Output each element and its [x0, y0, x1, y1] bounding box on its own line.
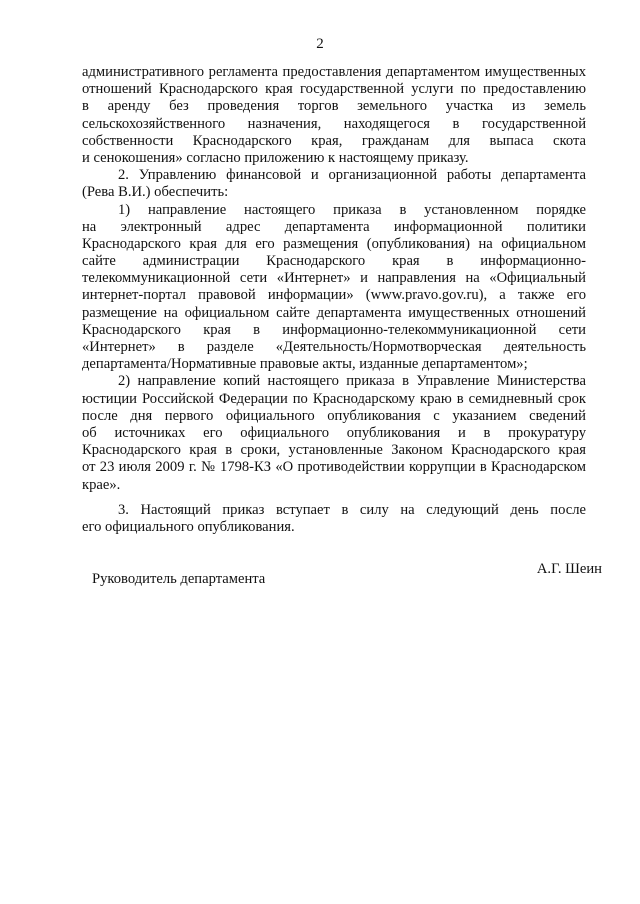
text-line: Краснодарского края в сроки, установленные Законом Краснодарского края: [82, 442, 586, 459]
text-line: об источниках его официального опубликования и в прокуратуру: [82, 424, 586, 441]
text-line: после дня первого официального опубликования с указанием сведений: [82, 407, 586, 424]
page-number: 2: [316, 36, 324, 52]
text-line: 2) направление копий настоящего приказа в Управление Министерства: [118, 373, 586, 390]
text-line: 1) направление настоящего приказа в установленном порядке: [118, 201, 586, 218]
text-line: и сенокошения» согласно приложению к настоящему приказу.: [82, 149, 469, 166]
text-line: департамента/Нормативные правовые акты, изданные департаментом»;: [82, 356, 528, 373]
text-line: его официального опубликования.: [82, 518, 295, 535]
text-line: на электронный адрес департамента информационной политики: [82, 218, 586, 235]
text-line: юстиции Российской Федерации по Краснодарскому краю в семидневный срок: [82, 390, 586, 407]
text-line: телекоммуникационной сети «Интернет» и направления на «Официальный: [82, 270, 586, 287]
text-line: (Рева В.И.) обеспечить:: [82, 184, 229, 201]
text-line: от 23 июля 2009 г. № 1798-КЗ «О противодействии коррупции в Краснодарском: [82, 459, 586, 476]
text-line: «Интернет» в разделе «Деятельность/Нормотворческая деятельность: [82, 339, 586, 355]
signatory-role: Руководитель департамента: [92, 571, 266, 587]
text-line: отношений Краснодарского края государственной услуги по предоставлению: [82, 81, 586, 98]
paragraph-regulation-title: [82, 64, 586, 167]
signatory-name: А.Г. Шеин: [536, 561, 602, 577]
text-line: в аренду без проведения торгов земельного участка из земель: [82, 98, 586, 115]
text-line: 3. Настоящий приказ вступает в силу на следующий день после: [118, 501, 586, 518]
text-line: сайте администрации Краснодарского края в информационно-: [82, 253, 586, 270]
text-line: Краснодарского края для его размещения (опубликования) на официальном: [82, 235, 586, 252]
text-line: административного регламента предоставления департаментом имущественных: [82, 64, 586, 80]
text-line: сельскохозяйственного назначения, находящегося в государственной: [82, 115, 586, 132]
text-line: 2. Управлению финансовой и организационной работы департамента: [118, 167, 586, 184]
text-line: Краснодарского края в информационно-телекоммуникационной сети: [82, 321, 586, 338]
text-line: размещение на официальном сайте департамента имущественных отношений: [82, 304, 586, 321]
paragraph-item-2: [82, 167, 586, 201]
text-line: крае».: [82, 476, 121, 493]
document-body: [82, 64, 586, 536]
text-line: интернет-портал правовой информации» (www.pravo.gov.ru), а также его: [82, 287, 586, 304]
paragraph-subitem-1: [82, 202, 586, 374]
text-line: собственности Краснодарского края, гражданам для выпаса скота: [82, 132, 586, 149]
paragraph-item-3: [82, 502, 586, 536]
paragraph-subitem-2: [82, 373, 586, 493]
